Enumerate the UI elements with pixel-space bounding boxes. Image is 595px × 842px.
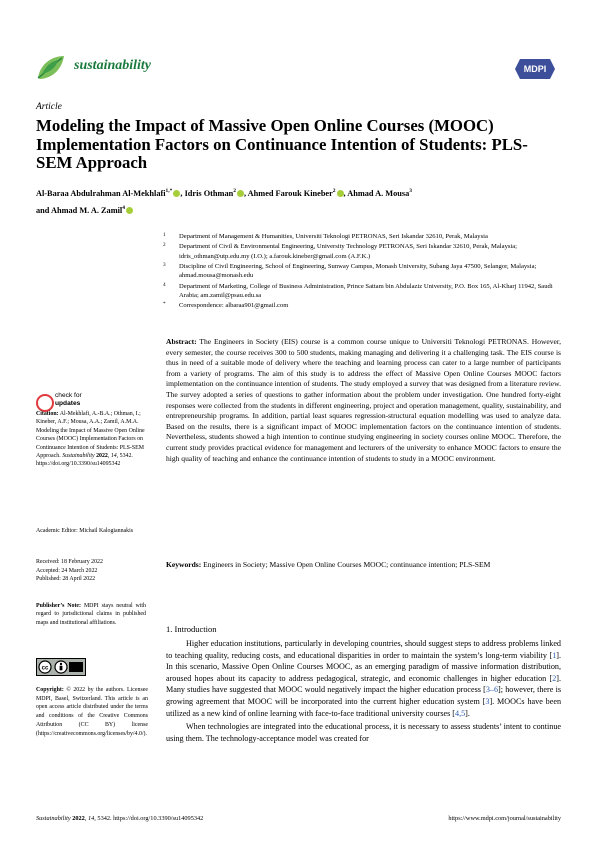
author-name: Idris Othman xyxy=(184,188,234,198)
abstract xyxy=(166,337,561,464)
citation-link[interactable]: 3 xyxy=(485,696,490,706)
paragraph: Higher education institutions, particularly in developing countries, should suggest steps to address problems linked to teaching quality, reducing costs, and educational disparities in order to maintain the system’s long-term viability [1]. In this scenario, Massive Open Online Courses MOOC, as an emerging paradigm of massive information distribution, aroused hopes about its capacity to address pedagogical, strategic, and economic challenges in higher education [2]. Many studies have suggested that MOOC would negatively impact the higher education process [3–6]; however, there is growing agreement that MOOC will be incorporated into the current higher education system [3]. MOOCs have been utilized as a new kind of online learning with face-to-face traditional university courses [4,5]. xyxy=(166,639,562,718)
keywords xyxy=(166,560,561,571)
abstract-text: The Engineers in Society (EIS) course is a common course unique to Universiti Teknologi PETRONAS. However, every semester, the course receives 300 to 500 students, making managing and delivering it a challenging task. The EIS course is thus in need of a suitable mode of delivery where the teaching and learning process can cater to a large number of participants from a variety of programs. The aim of this study is to address the effect of Massive Open Online Courses MOOC factors implementation on the continuance intention of students. The study employed a survey that was designed from a literature review. The survey adopted a series of questions to gather information about the problem under investigation. One hundred forty-eight responses were collected from the students in different engineering, project and operation management, quality, sustainability, and entrepreneurship programs. In addition, partial least squares regression-structural equation modelling was used to analyze data. Based on the results, there is a significant impact of MOOC implementation factors on the continuance intention of students. Nevertheless, students showed a high intention to continue studying engineering in society courses online MOOC. Therefore, the current study provides practical evidence for management and lecturers of the university to enhance MOOC factors to ensure the high quality of teaching and enhance the continuance intention of students to study in a MOOC environment. xyxy=(166,337,561,463)
affiliation-number: 2 xyxy=(163,242,166,249)
keywords-text: Engineers in Society; Massive Open Online Courses MOOC; continuance intention; PLS-SEM xyxy=(203,560,491,569)
affiliation-text: Department of Management & Humanities, Universiti Teknologi PETRONAS, Seri Iskandar 32610, Perak, Malaysia xyxy=(179,233,488,240)
leaf-icon xyxy=(34,50,68,84)
section-heading: 1. Introduction xyxy=(166,624,217,634)
affiliation-number: * xyxy=(163,301,166,308)
citation-doi[interactable]: , 5342. https://doi.org/10.3390/su14095342 xyxy=(36,453,133,468)
publisher-note-label: Publisher’s Note: xyxy=(36,603,82,609)
updates-label: check for updates xyxy=(55,392,82,407)
paragraph: When technologies are integrated into the educational process, it is necessary to assess students’ intent to continue using them. The technology-acceptance model was created for xyxy=(166,722,561,743)
introduction-body xyxy=(166,638,561,746)
author-affiliation-mark: 2 xyxy=(332,188,336,194)
affiliation-number: 3 xyxy=(163,262,166,269)
author-affiliation-mark: 3 xyxy=(409,188,413,194)
author-name: Ahmad M. A. Zamil xyxy=(51,205,123,215)
affiliation-text: Department of Civil & Environmental Engineering, University Technology PETRONAS, Seri Iskandar 32610, Perak, Malaysia; idris_othman@utp.edu.my (I.O.); a.farouk.kineber@gmail.com (A.F.K.) xyxy=(179,243,518,260)
copyright-text: © 2022 by the authors. Licensee MDPI, Basel, Switzerland. This article is an open access article distributed under the terms and conditions of the Creative Commons Attribution (CC BY) license (https://creativecommons.org/licenses/by/4.0/). xyxy=(36,687,148,737)
publisher-note xyxy=(36,602,146,627)
journal-name: sustainability xyxy=(74,58,152,73)
orcid-icon[interactable] xyxy=(337,190,344,197)
citation-text: Al-Mekhlafi, A.-B.A.; Othman, I.; Kineber, A.F.; Mousa, A.A.; Zamil, A.M.A. Modeling the Impact of Massive Open Online Courses (MOOC) Implementation Factors on Continuance Intention of Students: PLS-SEM Approach. xyxy=(36,411,145,460)
footer-citation: Sustainability 2022, 14, 5342. https://doi.org/10.3390/su14095342 xyxy=(36,815,204,822)
accepted-date: Accepted: 24 March 2022 xyxy=(36,567,98,574)
citation-label: Citation: xyxy=(36,411,59,417)
citation-journal: Sustainability xyxy=(62,453,95,460)
copyright-notice xyxy=(36,686,148,738)
citation-link[interactable]: 2 xyxy=(552,673,557,683)
article-type: Article xyxy=(36,102,62,112)
citation-link[interactable]: 1 xyxy=(552,650,557,660)
received-date: Received: 18 February 2022 xyxy=(36,559,103,565)
affiliation-number: 4 xyxy=(163,281,166,288)
correspondence xyxy=(163,301,563,310)
keywords-label: Keywords: xyxy=(166,560,202,569)
affiliation-number: 1 xyxy=(163,232,166,238)
affiliation-item xyxy=(163,262,563,280)
affiliation-item xyxy=(163,242,563,260)
citation-link[interactable]: 4,5 xyxy=(455,708,466,718)
orcid-icon[interactable] xyxy=(237,190,244,197)
editor-label: Academic Editor: xyxy=(36,528,78,534)
citation-year: 2022 xyxy=(96,453,108,460)
affiliation-item xyxy=(163,232,563,241)
cc-by-license-icon[interactable] xyxy=(36,658,86,676)
svg-text:cc: cc xyxy=(41,665,49,672)
correspondence-text: Correspondence: albaraa901@gmail.com xyxy=(179,302,289,310)
author-affiliation-mark: 4 xyxy=(122,204,125,211)
editor-name: Michail Kalogiannakis xyxy=(79,528,134,534)
orcid-icon[interactable] xyxy=(126,207,133,214)
affiliations xyxy=(163,232,563,312)
publication-dates xyxy=(36,558,146,584)
orcid-icon[interactable] xyxy=(173,190,180,197)
publisher-note-text: MDPI stays neutral with regard to jurisdictional claims in published maps and institutional affiliations. xyxy=(36,603,146,626)
abstract-label: Abstract: xyxy=(166,337,197,346)
published-date: Published: 28 April 2022 xyxy=(36,576,96,583)
footer-journal-url[interactable]: https://www.mdpi.com/journal/sustainability xyxy=(448,815,561,822)
author-name: Ahmad A. Mousa xyxy=(347,188,410,198)
author-list: Al-Baraa Abdulrahman Al-Mekhlafi$^{1,*}$ , Idris Othman$^2$ , Ahmed Farouk Kineber$^2$ , Ahmad A. Mousa$^3$ and Ahmad M. A. Zamil$^4$ xyxy=(36,188,413,215)
citation-block: Citation: Al-Mekhlafi, A.-B.A.; Othman, I.; Kineber, A.F.; Mousa, A.A.; Zamil, A.M.A. Modeling the Impact of Massive Open Online Courses (MOOC) Implementation Factors on Continuance Intention of Students: PLS-SEM Approach. Sustainability 2022, 14, 5342. https://doi.org/10.3390/su14095342 xyxy=(36,411,145,468)
author-name: Ahmed Farouk Kineber xyxy=(247,188,333,198)
affiliation-item xyxy=(163,282,563,300)
citation-link[interactable]: 3–6 xyxy=(485,685,499,695)
affiliation-text: Discipline of Civil Engineering, School of Engineering, Sunway Campus, Monash University, Subang Jaya 47500, Selangor, Malaysia; ahmad.mousa@monash.edu xyxy=(179,263,537,280)
paper-title: Modeling the Impact of Massive Open Online Courses (MOOC) Implementation Factors on Continuance Intention of Students: PLS-SEM Approach xyxy=(36,116,528,172)
publisher-logo-text: MDPI xyxy=(523,64,547,74)
copyright-label: Copyright: xyxy=(36,687,64,693)
academic-editor xyxy=(36,527,146,535)
citation-volume: 14 xyxy=(110,453,117,460)
author-affiliation-mark: 1,* xyxy=(165,188,173,194)
author-affiliation-mark: 2 xyxy=(233,188,236,194)
author-name: Al-Baraa Abdulrahman Al-Mekhlafi xyxy=(36,188,166,198)
affiliation-text: Department of Marketing, College of Business Administration, Prince Sattam bin Abdulaziz University, P.O. Box 165, Al-Kharj 11942, Saudi Arabia; am.zamil@psau.edu.sa xyxy=(179,282,553,299)
